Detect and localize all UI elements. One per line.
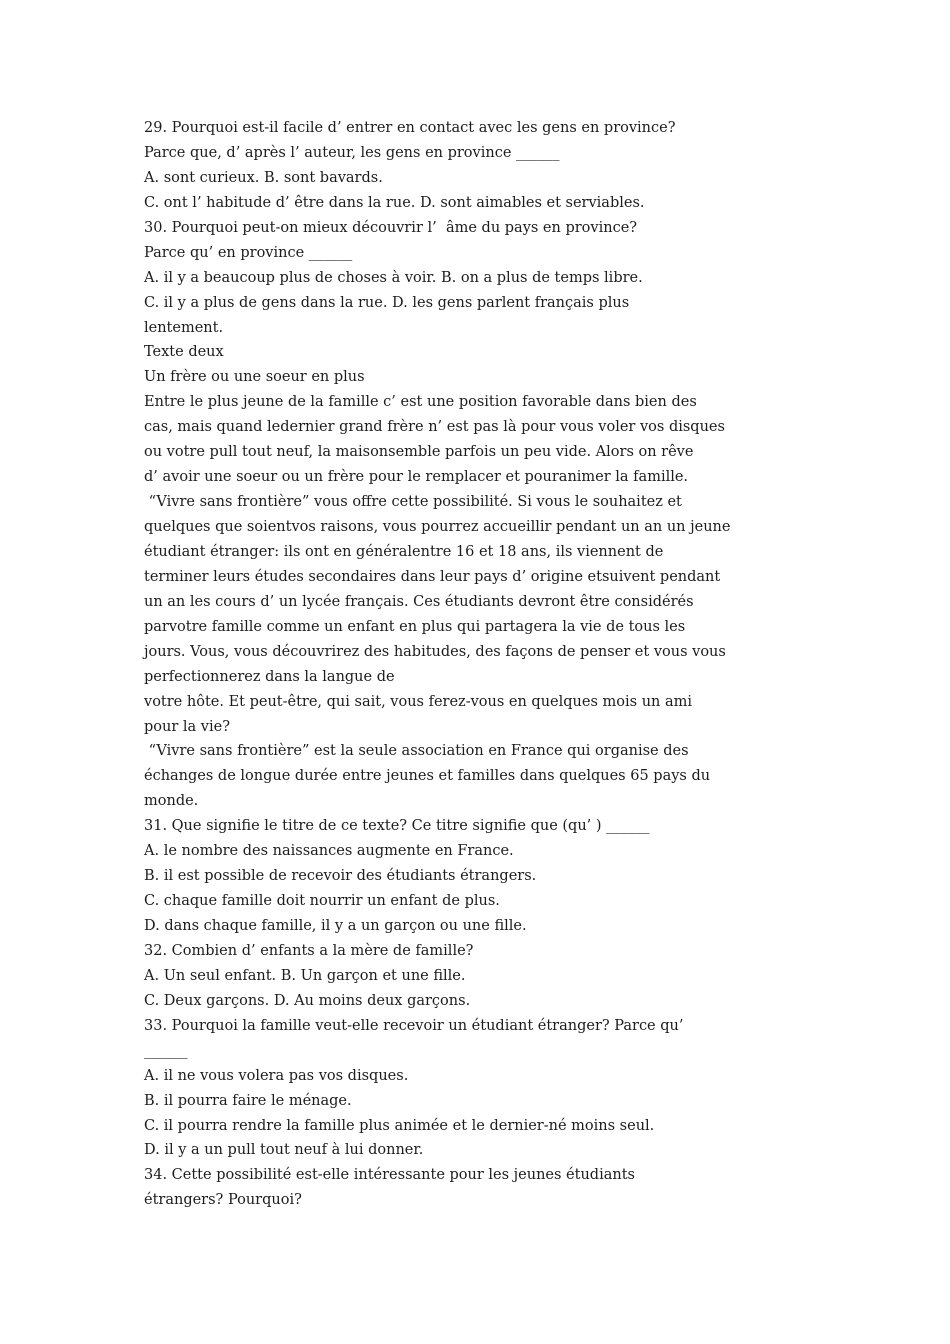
question-31: 31. Que signifie le titre de ce texte? Ce titre signifie que (qu’ ) ______ [144, 818, 650, 835]
question-31-option-c: C. chaque famille doit nourrir un enfant de plus. [144, 893, 500, 910]
question-33-blank: ______ [144, 1042, 188, 1059]
passage-line: d’ avoir une soeur ou un frère pour le remplacer et pouranimer la famille. [144, 469, 689, 486]
question-32: 32. Combien d’ enfants a la mère de famille? [144, 942, 474, 959]
question-32-options-cd: C. Deux garçons. D. Au moins deux garçons. [144, 992, 471, 1009]
question-33-option-c: C. il pourra rendre la famille plus animée et le dernier-né moins seul. [144, 1117, 655, 1134]
question-30-options-cd-cont: lentement. [144, 319, 224, 336]
passage-line: Entre le plus jeune de la famille c’ est une position favorable dans bien des [144, 394, 697, 411]
question-29-stem: Parce que, d’ après l’ auteur, les gens en province ______ [144, 144, 560, 161]
passage-line: terminer leurs études secondaires dans leur pays d’ origine etsuivent pendant [144, 568, 721, 585]
question-31-option-b: B. il est possible de recevoir des étudiants étrangers. [144, 868, 537, 885]
passage-line: étudiant étranger: ils ont en généralentre 16 et 18 ans, ils viennent de [144, 543, 664, 560]
passage-line: ou votre pull tout neuf, la maisonsemble parfois un peu vide. Alors on rêve [144, 444, 694, 461]
question-33-option-d: D. il y a un pull tout neuf à lui donner. [144, 1142, 424, 1159]
passage-line: échanges de longue durée entre jeunes et familles dans quelques 65 pays du [144, 768, 711, 785]
question-29: 29. Pourquoi est-il facile d’ entrer en contact avec les gens en province? [144, 120, 676, 136]
passage-line: un an les cours d’ un lycée français. Ces étudiants devront être considérés [144, 593, 694, 610]
passage-line: votre hôte. Et peut-être, qui sait, vous ferez-vous en quelques mois un ami [144, 693, 693, 710]
passage-line: perfectionnerez dans la langue de [144, 668, 395, 685]
question-31-option-d: D. dans chaque famille, il y a un garçon ou une fille. [144, 918, 527, 934]
question-30-options-ab: A. il y a beaucoup plus de choses à voir. B. on a plus de temps libre. [144, 269, 643, 286]
passage-line: cas, mais quand ledernier grand frère n’ est pas là pour vous voler vos disques [144, 419, 725, 436]
question-33-option-b: B. il pourra faire le ménage. [144, 1092, 352, 1109]
question-31-option-a: A. le nombre des naissances augmente en France. [144, 843, 514, 860]
passage-line: jours. Vous, vous découvrirez des habitudes, des façons de penser et vous vous [144, 643, 726, 660]
passage-line: “Vivre sans frontière” est la seule association en France qui organise des [144, 743, 689, 760]
passage-line: pour la vie? [144, 718, 230, 735]
question-34-cont: étrangers? Pourquoi? [144, 1192, 302, 1209]
question-33-option-a: A. il ne vous volera pas vos disques. [144, 1067, 409, 1084]
question-30: 30. Pourquoi peut-on mieux découvrir l’ âme du pays en province? [144, 219, 638, 236]
text-title: Un frère ou une soeur en plus [144, 369, 365, 386]
passage-line: parvotre famille comme un enfant en plus qui partagera la vie de tous les [144, 618, 686, 635]
question-30-stem: Parce qu’ en province ______ [144, 244, 353, 261]
passage-line: monde. [144, 793, 199, 810]
question-30-options-cd: C. il y a plus de gens dans la rue. D. les gens parlent français plus [144, 294, 630, 311]
question-32-options-ab: A. Un seul enfant. B. Un garçon et une fille. [144, 967, 466, 984]
question-29-options-cd: C. ont l’ habitude d’ être dans la rue. D. sont aimables et serviables. [144, 194, 645, 211]
section-heading: Texte deux [144, 344, 224, 361]
passage-line: “Vivre sans frontière” vous offre cette possibilité. Si vous le souhaitez et [144, 494, 682, 511]
document-page [144, 116, 824, 1213]
question-29-options-ab: A. sont curieux. B. sont bavards. [144, 169, 383, 186]
passage-line: quelques que soientvos raisons, vous pourrez accueillir pendant un an un jeune [144, 519, 731, 535]
question-33: 33. Pourquoi la famille veut-elle recevoir un étudiant étranger? Parce qu’ [144, 1017, 684, 1034]
question-34: 34. Cette possibilité est-elle intéressante pour les jeunes étudiants [144, 1167, 635, 1184]
